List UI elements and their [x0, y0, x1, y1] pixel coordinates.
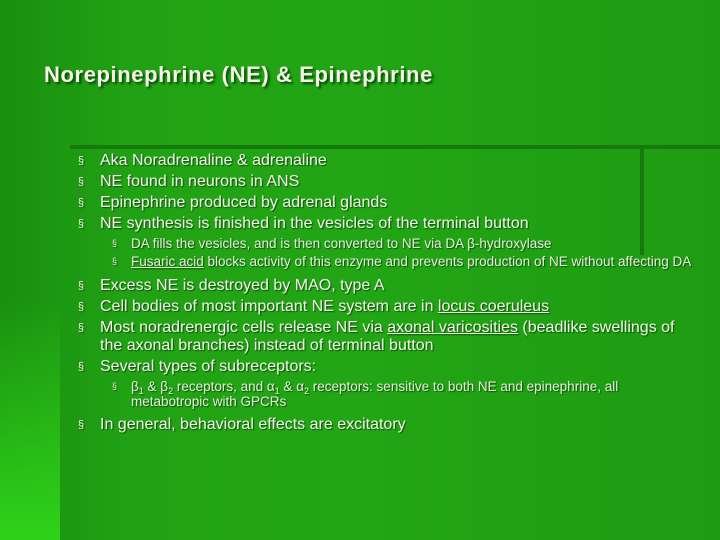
- background-glow: [0, 300, 60, 540]
- sub-bullet-text: & β: [143, 379, 169, 394]
- sub-bullet-icon: §: [112, 381, 118, 391]
- bullet-icon: §: [78, 322, 85, 334]
- bullet-item: [78, 152, 698, 170]
- bullet-item: [78, 173, 698, 191]
- bullet-text: NE synthesis is finished in the vesicles of the terminal button: [100, 215, 529, 232]
- bullet-item: [78, 194, 698, 212]
- subscript: 1: [138, 386, 144, 396]
- sub-bullet-item: [78, 254, 698, 269]
- locus-coeruleus-link[interactable]: locus coeruleus: [437, 298, 550, 315]
- bullet-item: [78, 358, 698, 376]
- sub-bullet-text: & α: [279, 379, 305, 394]
- bullet-item: [78, 277, 698, 295]
- sub-bullet-text: receptors, and α: [173, 379, 275, 394]
- bullet-icon: §: [78, 155, 85, 167]
- bullet-item: [78, 215, 698, 233]
- subscript: 1: [274, 386, 280, 396]
- bullet-text: In general, behavioral effects are excitatory: [100, 416, 406, 433]
- bullet-item: [78, 416, 698, 434]
- bullet-item: [78, 298, 698, 316]
- horizontal-divider: [70, 145, 720, 149]
- bullet-icon: §: [78, 419, 85, 431]
- bullet-list: [78, 152, 698, 437]
- sub-bullet-text: DA fills the vesicles, and is then converted to NE via DA β-hydroxylase: [131, 236, 552, 251]
- bullet-text: Epinephrine produced by adrenal glands: [100, 194, 388, 211]
- bullet-item: [78, 319, 698, 355]
- subscript: 2: [168, 386, 174, 396]
- sub-bullet-icon: §: [112, 238, 118, 248]
- bullet-text: Several types of subreceptors:: [100, 358, 317, 375]
- sub-bullet-text: receptors: sensitive to both NE and epinephrine, all metabotropic with GPCRs: [131, 379, 619, 409]
- sub-bullet-item: [78, 236, 698, 251]
- bullet-text: Most noradrenergic cells release NE via: [100, 319, 388, 336]
- bullet-text-tail: (beadlike swellings of the axonal branches) instead of terminal button: [100, 319, 675, 354]
- bullet-icon: §: [78, 197, 85, 209]
- beta-symbol: β: [131, 379, 139, 394]
- subscript: 2: [304, 386, 310, 396]
- axonal-varicosities-link[interactable]: axonal varicosities: [387, 319, 518, 336]
- bullet-text: Excess NE is destroyed by MAO, type A: [100, 277, 385, 294]
- bullet-text: Cell bodies of most important NE system are in: [100, 298, 438, 315]
- bullet-text: NE found in neurons in ANS: [100, 173, 300, 190]
- sub-bullet-icon: §: [112, 256, 118, 266]
- bullet-text: Aka Noradrenaline & adrenaline: [100, 152, 327, 169]
- sub-bullet-item: [78, 379, 698, 409]
- bullet-icon: §: [78, 176, 85, 188]
- bullet-icon: §: [78, 280, 85, 292]
- bullet-icon: §: [78, 301, 85, 313]
- bullet-icon: §: [78, 218, 85, 230]
- fusaric-acid-link[interactable]: Fusaric acid: [131, 254, 204, 269]
- bullet-icon: §: [78, 361, 85, 373]
- slide-title: Norepinephrine (NE) & Epinephrine: [44, 62, 433, 87]
- sub-bullet-text: blocks activity of this enzyme and prevents production of NE without affecting DA: [203, 254, 692, 269]
